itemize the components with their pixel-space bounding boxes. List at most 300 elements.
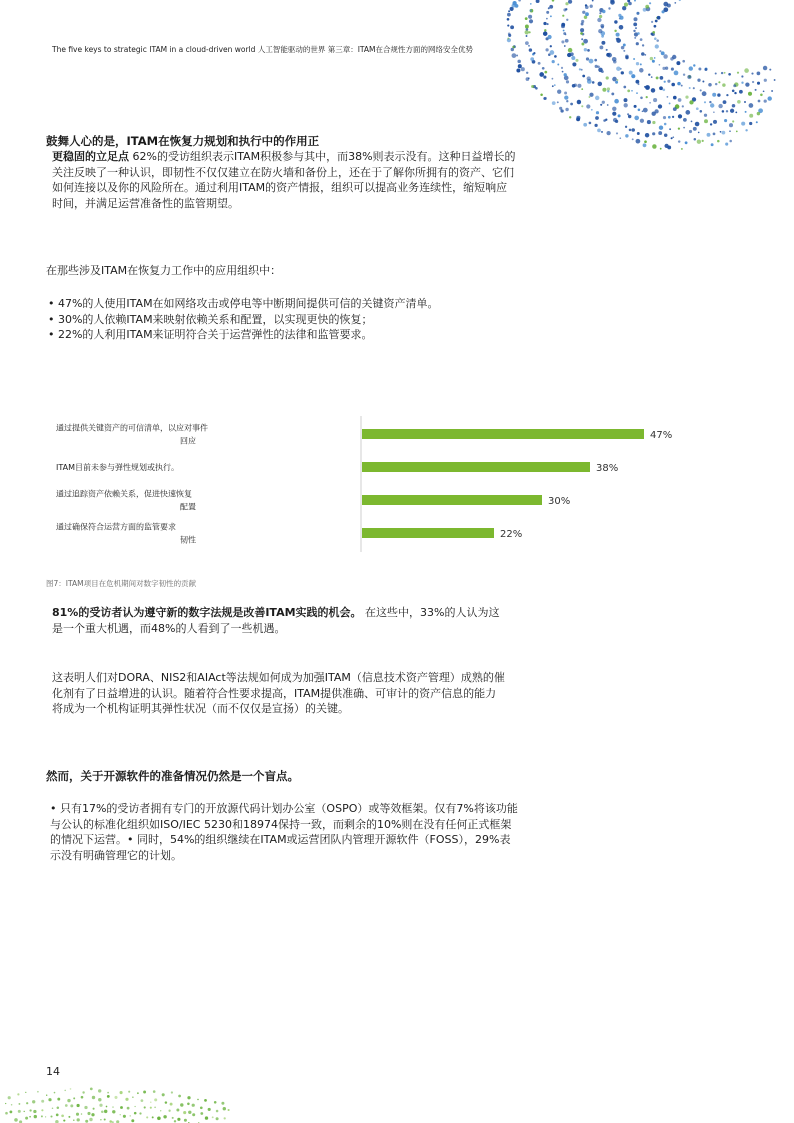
decorative-dot	[649, 102, 651, 104]
decorative-dot	[528, 15, 532, 19]
decorative-dot	[616, 66, 621, 71]
decorative-dot	[221, 1102, 224, 1105]
decorative-dot	[120, 1091, 123, 1094]
decorative-dot	[585, 12, 589, 16]
resilience-bar-chart	[40, 412, 760, 562]
decorative-dot	[76, 1104, 79, 1107]
decorative-dot	[554, 55, 557, 58]
decorative-dot	[583, 39, 588, 44]
decorative-dot	[763, 66, 767, 70]
decorative-dot	[640, 97, 643, 100]
decorative-dot	[698, 68, 701, 71]
decorative-dot	[48, 1098, 51, 1101]
decorative-dot	[704, 101, 706, 103]
chart-bar	[362, 429, 644, 439]
section-heading-open-source: 然而，关于开源软件的准备情况仍然是一个盲点。	[46, 769, 299, 783]
decorative-dot	[633, 58, 635, 60]
decorative-dot	[644, 86, 646, 88]
chart-category-label: 韧性	[180, 535, 196, 545]
decorative-dot	[54, 1092, 56, 1094]
decorative-dot	[617, 38, 619, 40]
decorative-dot	[639, 68, 644, 73]
decorative-dot	[528, 45, 530, 47]
decorative-dot	[631, 74, 635, 78]
page-number: 14	[46, 1065, 60, 1078]
decorative-dot	[659, 64, 661, 66]
decorative-dot	[568, 0, 572, 4]
decorative-dot	[649, 2, 651, 4]
chart-data-label: 38%	[596, 463, 619, 474]
decorative-dot	[764, 79, 767, 82]
decorative-dot	[26, 1102, 28, 1104]
decorative-dot	[29, 1109, 31, 1111]
decorative-dot	[720, 131, 722, 133]
decorative-dot	[643, 108, 648, 113]
decorative-dot	[618, 114, 621, 117]
decorative-dot	[67, 1099, 70, 1102]
decorative-dot	[581, 38, 583, 40]
decorative-dot	[586, 57, 589, 60]
decorative-dot	[737, 100, 741, 104]
decorative-dot	[174, 1120, 176, 1122]
decorative-dot	[752, 81, 754, 83]
decorative-dot	[586, 104, 590, 108]
decorative-dot	[98, 1089, 101, 1092]
decorative-dot	[744, 101, 746, 103]
decorative-dot	[689, 87, 691, 89]
decorative-dot	[57, 1098, 60, 1101]
decorative-dot	[176, 1108, 179, 1111]
decorative-dot	[152, 1116, 154, 1118]
decorative-dot	[543, 22, 546, 25]
decorative-dot	[177, 1118, 180, 1121]
regulation-lead: 81%的受访者认为遵守新的数字法规是改善ITAM实践的机会。	[52, 606, 362, 619]
decorative-dot	[749, 103, 754, 108]
decorative-dot	[723, 100, 727, 104]
list-item: • 30%的人依赖ITAM来映射依赖关系和配置，以实现更快的恢复；	[48, 312, 373, 326]
decorative-dot	[627, 90, 630, 93]
decorative-dot	[652, 132, 655, 135]
decorative-dot	[640, 38, 643, 41]
decorative-dot	[41, 1115, 43, 1117]
decorative-dot	[739, 90, 743, 94]
decorative-dot	[223, 1107, 226, 1110]
decorative-dot	[510, 25, 514, 29]
decorative-dot	[616, 132, 618, 134]
decorative-dot	[205, 1116, 208, 1119]
decorative-dot	[674, 2, 676, 4]
decorative-dot	[114, 1096, 117, 1099]
decorative-dot	[623, 44, 626, 47]
decorative-dot	[764, 99, 767, 102]
decorative-dot	[187, 1103, 190, 1106]
decorative-dot	[712, 93, 716, 97]
decorative-dot	[154, 1098, 157, 1101]
decorative-dot	[104, 1110, 107, 1113]
decorative-dot	[61, 1114, 64, 1117]
decorative-dot	[629, 71, 633, 75]
decorative-dot	[104, 1118, 106, 1120]
decorative-dot	[757, 112, 760, 115]
decorative-dot	[73, 1119, 74, 1120]
decorative-dot	[14, 1118, 18, 1122]
decorative-dot	[561, 23, 565, 27]
decorative-dot	[681, 148, 683, 150]
decorative-dot	[529, 9, 532, 12]
decorative-dot	[529, 31, 531, 33]
decorative-dot	[767, 96, 771, 100]
decorative-dot	[597, 129, 601, 133]
decorative-dot	[657, 16, 661, 20]
decorative-dot	[508, 33, 511, 36]
decorative-dot	[554, 84, 556, 86]
decorative-dot	[590, 5, 593, 8]
decorative-dot	[9, 1110, 12, 1113]
decorative-dot	[565, 108, 568, 111]
decorative-dot	[183, 1111, 186, 1114]
decorative-dot	[208, 1108, 211, 1111]
decorative-dot	[581, 20, 584, 23]
decorative-dot	[584, 48, 587, 51]
decorative-dot	[721, 72, 723, 74]
decorative-dot	[566, 80, 569, 83]
decorative-dot	[608, 7, 610, 9]
decorative-dot	[29, 1116, 31, 1118]
decorative-dot	[577, 100, 581, 104]
decorative-dot	[507, 25, 509, 27]
decorative-dot	[652, 31, 655, 34]
decorative-dot	[45, 1116, 46, 1117]
decorative-dot	[570, 103, 573, 106]
decorative-dot	[216, 1117, 219, 1120]
decorative-dot	[601, 41, 605, 45]
decorative-dot	[596, 111, 599, 114]
decorative-dot	[123, 1115, 126, 1118]
decorative-dot	[84, 1106, 87, 1109]
decorative-dot	[557, 101, 559, 103]
section-heading-resilience: 鼓舞人心的是，ITAM在恢复力规划和执行中的作用正	[46, 134, 320, 148]
decorative-dot	[517, 60, 521, 64]
decorative-dot	[612, 107, 616, 111]
chart-bar	[362, 528, 494, 538]
decorative-dot	[150, 1102, 151, 1103]
decorative-dot	[565, 39, 569, 43]
decorative-dot	[188, 1111, 191, 1114]
decorative-dot	[741, 75, 743, 77]
decorative-dot	[25, 1117, 28, 1120]
decorative-dot	[163, 1115, 166, 1118]
decorative-dot	[663, 7, 668, 12]
decorative-dot	[507, 38, 509, 40]
decorative-dot	[599, 12, 601, 14]
decorative-dot	[101, 1111, 104, 1114]
decorative-dot	[745, 129, 747, 131]
decorative-dot	[511, 48, 514, 51]
decorative-dot	[614, 20, 617, 23]
decorative-dot	[671, 68, 674, 71]
decorative-dot	[644, 54, 646, 56]
decorative-dot	[543, 97, 546, 100]
decorative-dot	[660, 76, 664, 80]
decorative-dot	[729, 140, 732, 143]
decorative-dot	[112, 1106, 113, 1107]
decorative-dot	[131, 1119, 134, 1122]
decorative-dot	[683, 74, 685, 76]
decorative-dot	[5, 1112, 8, 1115]
decorative-dot	[563, 32, 566, 35]
decorative-dot	[636, 139, 641, 144]
decorative-dot	[689, 130, 692, 133]
decorative-dot	[595, 116, 599, 120]
decorative-dot	[658, 131, 662, 135]
decorative-dot	[566, 100, 568, 102]
decorative-dot	[540, 94, 543, 97]
regulation-body: 在这些中，33%的人认为这是一个重大机遇，而48%的人看到了一些机遇。	[52, 606, 500, 635]
chart-data-label: 30%	[548, 496, 571, 507]
decorative-dot	[673, 96, 677, 100]
decorative-dot	[678, 140, 680, 142]
decorative-dot	[654, 37, 657, 40]
decorative-dot	[710, 123, 712, 125]
decorative-dot	[625, 56, 628, 59]
decorative-dot	[696, 107, 699, 110]
decorative-dot	[722, 131, 726, 135]
decorative-dot	[137, 1092, 139, 1094]
decorative-dot	[606, 131, 610, 135]
decorative-dot	[623, 86, 626, 89]
decorative-dot	[624, 103, 628, 107]
decorative-dot	[41, 1100, 44, 1103]
decorative-dot	[581, 43, 584, 46]
decorative-dot	[734, 92, 736, 94]
decorative-dot	[599, 15, 602, 18]
decorative-dot	[160, 1110, 161, 1111]
decorative-dot	[107, 1095, 110, 1098]
chart-bar	[362, 462, 590, 472]
decorative-dot	[180, 1103, 183, 1106]
decorative-dot	[611, 92, 614, 95]
decorative-dot	[154, 1106, 156, 1108]
decorative-dot	[548, 35, 552, 39]
decorative-dot	[107, 1092, 109, 1094]
decorative-dot	[651, 88, 656, 93]
decorative-dot	[654, 25, 657, 28]
decorative-dot	[557, 64, 559, 66]
decorative-dot	[668, 116, 671, 119]
decorative-dot	[726, 110, 728, 112]
decorative-dot	[713, 120, 717, 124]
decorative-dot	[730, 109, 734, 113]
decorative-dot	[507, 13, 511, 17]
decorative-dot	[544, 71, 547, 74]
decorative-dot	[717, 93, 720, 96]
decorative-dot	[726, 94, 728, 96]
decorative-dot	[574, 84, 577, 87]
decorative-dot	[674, 71, 679, 76]
decorative-dot	[612, 77, 617, 82]
decorative-dot	[214, 1101, 217, 1104]
decorative-dot	[171, 1091, 173, 1093]
decorative-dot	[507, 18, 510, 21]
decorative-dot	[617, 79, 619, 81]
decorative-dot	[663, 54, 667, 58]
decorative-dot	[724, 119, 727, 122]
decorative-dot	[645, 5, 649, 9]
decorative-dot	[216, 1110, 219, 1113]
decorative-dot	[646, 96, 648, 98]
decorative-dot	[542, 67, 545, 70]
decorative-dot	[550, 45, 552, 47]
open-source-paragraph: • 只有17%的受访者拥有专门的开放源代码计划办公室（OSPO）或等效框架。仅有7%将该功能与公认的标准化组织如ISO/IEC 5230和18974保持一致，而剩余的10%则在没有任何正式框架的情况下运营。• 同时，54%的组织继续在ITAM或运营团队内管理开源软件（FOSS），29%表示没有明确管理它的计划。	[50, 802, 518, 862]
decorative-dot	[647, 120, 651, 124]
decorative-dot	[76, 1113, 79, 1116]
decorative-dot	[562, 71, 564, 73]
decorative-dot	[200, 1106, 203, 1109]
decorative-dot	[543, 76, 546, 79]
decorative-dot	[745, 111, 747, 113]
chart-category-label: 通过确保符合运营方面的监管要求	[56, 522, 176, 532]
decorative-dot	[24, 1111, 25, 1112]
decorative-dot	[561, 67, 563, 69]
decorative-dot	[700, 110, 703, 113]
decorative-dot	[758, 100, 761, 103]
decorative-dot	[678, 98, 682, 102]
decorative-dot	[679, 0, 681, 1]
decorative-dot	[749, 122, 752, 125]
decorative-dot	[192, 1113, 195, 1116]
decorative-dot	[98, 1098, 101, 1101]
decorative-dot	[623, 50, 625, 52]
decorative-dot	[634, 37, 636, 39]
decorative-dot	[687, 75, 691, 79]
decorative-dot	[526, 35, 528, 37]
decorative-dot	[577, 84, 581, 88]
decorative-dot	[622, 6, 626, 10]
decorative-dot	[100, 1119, 101, 1120]
decorative-dot	[598, 29, 602, 33]
chart-category-label: 通过提供关键资产的可信清单，以应对事件	[56, 423, 208, 433]
decorative-dot	[744, 68, 749, 73]
decorative-dot	[707, 133, 711, 137]
decorative-dot	[224, 1117, 226, 1119]
decorative-dot	[52, 1108, 54, 1110]
decorative-dot	[18, 1103, 20, 1105]
decorative-dot	[664, 144, 668, 148]
decorative-dot	[525, 30, 529, 34]
decorative-dot	[512, 1, 516, 5]
decorative-dot	[106, 1106, 108, 1108]
decorative-dot	[89, 1118, 92, 1121]
decorative-dot	[561, 40, 564, 43]
decorative-dot	[530, 3, 532, 5]
decorative-dot	[512, 46, 515, 49]
decorative-dot	[698, 132, 700, 134]
decorative-dot	[531, 85, 534, 88]
decorative-dot	[702, 91, 707, 96]
decorative-dot	[90, 1088, 93, 1091]
decorative-dot	[704, 68, 707, 71]
decorative-dot	[710, 103, 714, 107]
decorative-dot	[728, 73, 731, 76]
decorative-dot	[572, 62, 576, 66]
decorative-dot	[204, 1099, 207, 1102]
decorative-dot	[120, 1106, 123, 1109]
decorative-dot	[184, 1119, 187, 1122]
decorative-dot	[563, 30, 565, 32]
decorative-dot	[624, 98, 628, 102]
decorative-dot	[689, 100, 693, 104]
decorative-dot	[741, 122, 745, 126]
decorative-dot	[737, 72, 739, 74]
decorative-dot	[669, 102, 671, 104]
decorative-dot	[683, 118, 687, 122]
decorative-dot	[580, 28, 584, 32]
decorative-dot	[87, 1112, 90, 1115]
decorative-dot	[678, 127, 680, 129]
regulation-catalyst-paragraph: 这表明人们对DORA、NIS2和AIAct等法规如何成为加强ITAM（信息技术资产管理）成熟的催化剂有了日益增进的认识。随着符合性要求提高，ITAM提供准确、可审计的资产信息的能力将成为一个机构证明其弹性状况（而不仅仅是宣扬）的关键。	[52, 671, 505, 715]
decorative-dot	[693, 127, 697, 131]
decorative-dot	[566, 19, 568, 21]
decorative-dot	[32, 1100, 35, 1103]
decorative-dot	[757, 72, 761, 76]
decorative-dot	[673, 107, 677, 111]
decorative-dot	[564, 92, 567, 95]
decorative-dot	[529, 48, 532, 51]
decorative-dot	[695, 122, 700, 127]
decorative-dot	[672, 55, 676, 59]
decorative-dot	[735, 111, 737, 113]
decorative-dot	[634, 0, 636, 2]
decorative-dot	[640, 63, 642, 65]
decorative-dot	[751, 73, 753, 75]
decorative-dot	[68, 1116, 70, 1118]
decorative-dot	[667, 3, 671, 7]
decorative-dot	[732, 104, 736, 108]
decorative-dot	[664, 123, 667, 126]
decorative-dot	[613, 118, 617, 122]
decorative-dot	[594, 124, 597, 127]
decorative-dot	[46, 1095, 47, 1096]
decorative-dot	[34, 1115, 37, 1118]
decorative-dot	[57, 1106, 60, 1109]
decorative-dot	[592, 81, 595, 84]
decorative-dot-sphere-top	[504, 0, 794, 150]
running-header: The five keys to strategic ITAM in a cloud-driven world 人工智能驱动的世界 第三章：ITAM在合规性方面的网络安全优势	[52, 45, 474, 54]
decorative-dot	[589, 93, 593, 97]
decorative-dot	[521, 67, 525, 71]
chart-caption: 图7：ITAM项目在危机期间对数字韧性的贡献	[46, 579, 197, 588]
decorative-dot	[666, 96, 668, 98]
decorative-dot	[99, 1104, 102, 1107]
decorative-dot	[682, 60, 685, 63]
decorative-dot	[655, 20, 658, 23]
decorative-dot	[564, 95, 568, 99]
decorative-dot	[635, 27, 637, 29]
decorative-dot	[562, 15, 564, 17]
decorative-dot	[525, 17, 528, 20]
decorative-dot	[592, 0, 594, 1]
decorative-dot	[671, 137, 673, 139]
decorative-dot	[656, 76, 659, 79]
decorative-dot	[697, 140, 701, 144]
decorative-dot	[552, 101, 556, 105]
decorative-dot	[187, 1096, 190, 1099]
decorative-dot	[582, 11, 585, 14]
decorative-dot	[691, 121, 693, 123]
decorative-dot	[667, 80, 670, 83]
decorative-dot	[632, 138, 634, 140]
decorative-dot	[652, 60, 655, 63]
